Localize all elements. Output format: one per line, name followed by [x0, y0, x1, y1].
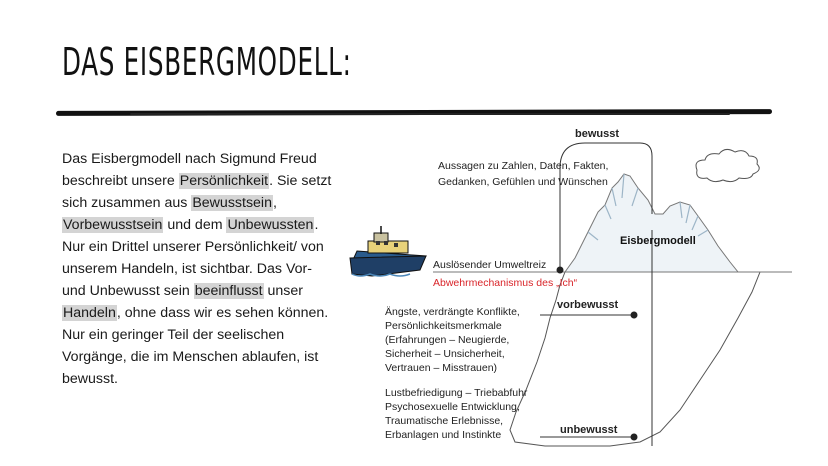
page-title: DAS EISBERGMODELL: — [62, 40, 352, 84]
vorbewusst-text-4: Sicherheit – Unsicherheit, — [385, 348, 505, 360]
label-unbewusst: unbewusst — [560, 424, 618, 436]
defense-label: Abwehrmechanismus des „Ich“ — [433, 277, 578, 289]
label-bewusst: bewusst — [575, 128, 620, 140]
dot-unbewusst — [631, 434, 638, 441]
highlight-bewusstsein: Bewusstsein — [192, 195, 272, 211]
p3-text: Nur ein geringer Teil der seelischen Vorgänge, die im Menschen ablaufen, ist bewusst. — [62, 327, 319, 387]
ship-icon — [350, 226, 426, 276]
vorbewusst-text-2: Persönlichkeitsmerkmale — [385, 320, 502, 332]
p1-text-2: . Sie setzt sich zusammen aus — [62, 173, 332, 211]
p1-text-1: Das Eisbergmodell nach Sigmund Freud beschreibt unsere — [62, 151, 317, 189]
iceberg-body — [510, 272, 760, 446]
vorbewusst-text-5: Vertrauen – Misstrauen) — [385, 362, 498, 374]
vorbewusst-text-1: Ängste, verdrängte Konflikte, — [385, 306, 520, 318]
highlight-beeinflusst: beeinflusst — [194, 283, 263, 299]
highlight-unbewussten: Unbewussten — [227, 217, 314, 233]
label-eisbergmodell: Eisbergmodell — [620, 235, 696, 247]
label-vorbewusst: vorbewusst — [557, 299, 619, 311]
unbewusst-text-4: Erbanlagen und Instinkte — [385, 429, 502, 441]
p2-text-3: , ohne dass wir es sehen können. — [116, 305, 329, 321]
dot-trigger — [557, 267, 564, 274]
highlight-persoenlichkeit: Persönlichkeit — [179, 173, 269, 189]
p1-text-3: , — [272, 195, 277, 211]
bewusst-text-1: Aussagen zu Zahlen, Daten, Fakten, — [438, 160, 609, 172]
highlight-vorbewusstsein: Vorbewusstsein — [63, 217, 163, 233]
p1-text-5: . — [314, 217, 319, 233]
unbewusst-text-2: Psychosexuelle Entwicklung, — [385, 401, 520, 413]
trigger-label: Auslösender Umweltreiz — [433, 259, 547, 271]
dot-vorbewusst — [631, 312, 638, 319]
bewusst-text-2: Gedanken, Gefühlen und Wünschen — [438, 176, 608, 188]
unbewusst-text-3: Traumatische Erlebnisse, — [385, 415, 504, 427]
p2-text-1: Nur ein Drittel unserer Persönlichkeit/ von unserem Handeln, ist sichtbar. Das Vor- und Unbewusst sein — [62, 239, 324, 299]
unbewusst-text-1: Lustbefriedigung – Triebabfuhr — [385, 387, 528, 399]
vorbewusst-text-3: (Erfahrungen – Neugierde, — [385, 334, 510, 346]
highlight-handeln: Handeln — [63, 305, 116, 321]
p2-text-2: unser — [263, 283, 303, 299]
p1-text-4: und dem — [163, 217, 227, 233]
cloud-icon — [696, 149, 759, 181]
